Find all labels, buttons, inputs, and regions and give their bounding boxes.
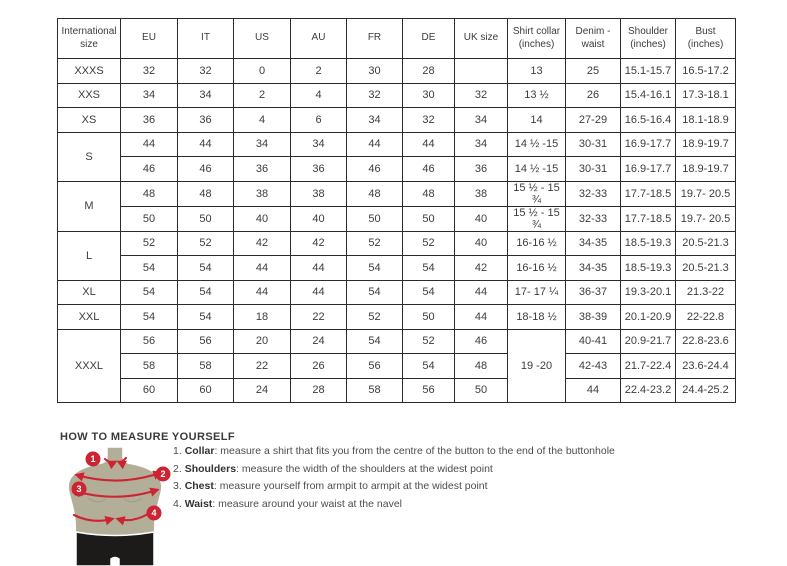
column-header: Shoulder (inches) bbox=[621, 19, 676, 59]
table-cell: 36 bbox=[178, 108, 234, 133]
table-cell: 44 bbox=[403, 132, 455, 157]
table-cell: 24.4-25.2 bbox=[676, 378, 736, 403]
table-row bbox=[58, 378, 736, 403]
table-cell: 15.4-16.1 bbox=[621, 83, 676, 108]
marker-2-number: 2 bbox=[160, 469, 166, 480]
table-cell: 56 bbox=[121, 329, 178, 354]
table-cell: 22 bbox=[234, 354, 291, 379]
table-cell: 58 bbox=[121, 354, 178, 379]
table-cell: 26 bbox=[291, 354, 347, 379]
table-row bbox=[58, 157, 736, 182]
table-row bbox=[58, 181, 736, 206]
table-cell: 32 bbox=[178, 59, 234, 84]
table-cell: 40-41 bbox=[566, 329, 621, 354]
table-row bbox=[58, 231, 736, 256]
table-cell: 20.5-21.3 bbox=[676, 231, 736, 256]
table-cell: 52 bbox=[403, 231, 455, 256]
table-row bbox=[58, 329, 736, 354]
column-header: DE bbox=[403, 19, 455, 59]
table-cell: 50 bbox=[455, 378, 508, 403]
size-chart-header-row bbox=[58, 19, 736, 59]
measurement-figure bbox=[60, 446, 180, 566]
table-cell: 24 bbox=[234, 378, 291, 403]
table-cell: 34 bbox=[347, 108, 403, 133]
table-cell: 52 bbox=[121, 231, 178, 256]
table-row bbox=[58, 280, 736, 305]
table-cell: 48 bbox=[121, 181, 178, 206]
table-cell: 34 bbox=[234, 132, 291, 157]
table-cell: 44 bbox=[455, 280, 508, 305]
how-to-measure-title: HOW TO MEASURE YOURSELF bbox=[60, 431, 236, 443]
table-cell: 16-16 ½ bbox=[508, 256, 566, 281]
table-cell: 56 bbox=[403, 378, 455, 403]
table-cell: 54 bbox=[178, 305, 234, 330]
instruction-number: 3. bbox=[173, 480, 185, 493]
table-cell: 58 bbox=[347, 378, 403, 403]
table-cell: 46 bbox=[121, 157, 178, 182]
table-cell: 14 bbox=[508, 108, 566, 133]
table-cell: 54 bbox=[347, 329, 403, 354]
table-cell: 58 bbox=[178, 354, 234, 379]
table-cell: 50 bbox=[403, 206, 455, 231]
table-cell: 34 bbox=[455, 132, 508, 157]
table-cell: 15.1-15.7 bbox=[621, 59, 676, 84]
table-cell: 19.7- 20.5 bbox=[676, 181, 736, 206]
table-cell: 2 bbox=[234, 83, 291, 108]
table-cell: 52 bbox=[347, 305, 403, 330]
instruction-text: : measure yourself from armpit to armpit at the widest point bbox=[213, 480, 488, 493]
table-cell: L bbox=[58, 231, 121, 280]
table-row bbox=[58, 83, 736, 108]
table-cell: 44 bbox=[566, 378, 621, 403]
table-cell: XL bbox=[58, 280, 121, 305]
table-cell: 18-18 ½ bbox=[508, 305, 566, 330]
table-cell: 32 bbox=[347, 83, 403, 108]
table-cell: 16.5-16.4 bbox=[621, 108, 676, 133]
table-cell: 44 bbox=[291, 256, 347, 281]
table-cell: 42 bbox=[291, 231, 347, 256]
table-cell: 20 bbox=[234, 329, 291, 354]
table-cell: 30-31 bbox=[566, 132, 621, 157]
table-row bbox=[58, 132, 736, 157]
table-cell: 19 -20 bbox=[508, 329, 566, 403]
instruction-number: 2. bbox=[173, 462, 185, 475]
column-header: UK size bbox=[455, 19, 508, 59]
table-cell: 32 bbox=[403, 108, 455, 133]
instruction-label: Chest bbox=[184, 480, 214, 493]
table-cell: 44 bbox=[291, 280, 347, 305]
table-cell: 34-35 bbox=[566, 256, 621, 281]
table-cell: 52 bbox=[178, 231, 234, 256]
table-cell: 54 bbox=[347, 256, 403, 281]
instruction-text: : measure the width of the shoulders at the widest point bbox=[236, 462, 493, 475]
table-cell: 54 bbox=[347, 280, 403, 305]
table-cell: 2 bbox=[291, 59, 347, 84]
table-cell: 60 bbox=[178, 378, 234, 403]
table-row bbox=[58, 59, 736, 84]
table-cell: 30-31 bbox=[566, 157, 621, 182]
table-cell: 4 bbox=[291, 83, 347, 108]
table-cell: 54 bbox=[403, 354, 455, 379]
table-cell: 16-16 ½ bbox=[508, 231, 566, 256]
table-cell: 46 bbox=[455, 329, 508, 354]
table-cell: 15 ½ - 15 ¾ bbox=[508, 181, 566, 206]
table-cell: 36 bbox=[234, 157, 291, 182]
table-cell: 15 ½ - 15 ¾ bbox=[508, 206, 566, 231]
table-cell: 32-33 bbox=[566, 206, 621, 231]
table-cell: 52 bbox=[403, 329, 455, 354]
table-cell: 56 bbox=[178, 329, 234, 354]
table-cell: 36 bbox=[455, 157, 508, 182]
table-cell: 60 bbox=[121, 378, 178, 403]
table-cell: 17.7-18.5 bbox=[621, 206, 676, 231]
table-cell: 50 bbox=[121, 206, 178, 231]
instruction-number: 4. bbox=[173, 497, 185, 510]
instruction-label: Shoulders bbox=[184, 462, 237, 475]
column-header: EU bbox=[121, 19, 178, 59]
table-cell: 34 bbox=[455, 108, 508, 133]
column-header: International size bbox=[58, 19, 121, 59]
table-cell: 54 bbox=[121, 305, 178, 330]
mannequin-shorts bbox=[76, 532, 154, 566]
table-cell: 40 bbox=[291, 206, 347, 231]
table-cell: 32 bbox=[121, 59, 178, 84]
table-cell: 44 bbox=[121, 132, 178, 157]
table-cell: 24 bbox=[291, 329, 347, 354]
table-cell: 56 bbox=[347, 354, 403, 379]
table-row bbox=[58, 305, 736, 330]
table-cell: 52 bbox=[347, 231, 403, 256]
table-cell: 18.9-19.7 bbox=[676, 132, 736, 157]
table-cell: 44 bbox=[234, 256, 291, 281]
table-cell: 27-29 bbox=[566, 108, 621, 133]
table-cell: 30 bbox=[403, 83, 455, 108]
table-cell: 6 bbox=[291, 108, 347, 133]
table-cell: 19.3-20.1 bbox=[621, 280, 676, 305]
table-cell: 16.9-17.7 bbox=[621, 132, 676, 157]
marker-1-number: 1 bbox=[90, 454, 96, 465]
table-cell: 44 bbox=[178, 132, 234, 157]
marker-3-number: 3 bbox=[76, 484, 82, 495]
table-cell: 22.4-23.2 bbox=[621, 378, 676, 403]
table-cell: 34-35 bbox=[566, 231, 621, 256]
size-chart-table bbox=[57, 18, 736, 403]
table-cell: 25 bbox=[566, 59, 621, 84]
table-cell: 34 bbox=[291, 132, 347, 157]
table-cell: 22-22.8 bbox=[676, 305, 736, 330]
table-cell: 14 ½ -15 bbox=[508, 132, 566, 157]
size-chart-body bbox=[58, 59, 736, 403]
table-cell: XXL bbox=[58, 305, 121, 330]
table-cell: 22 bbox=[291, 305, 347, 330]
instruction-number: 1. bbox=[173, 445, 185, 457]
instruction-item bbox=[173, 464, 615, 475]
table-cell: 20.9-21.7 bbox=[621, 329, 676, 354]
column-header: IT bbox=[178, 19, 234, 59]
table-cell: M bbox=[58, 181, 121, 231]
table-cell: 44 bbox=[347, 132, 403, 157]
table-cell: 42 bbox=[234, 231, 291, 256]
table-cell: 17- 17 ¼ bbox=[508, 280, 566, 305]
table-cell: 34 bbox=[121, 83, 178, 108]
table-cell: 48 bbox=[178, 181, 234, 206]
table-cell: 46 bbox=[403, 157, 455, 182]
measure-instructions bbox=[173, 446, 615, 516]
table-cell: 18 bbox=[234, 305, 291, 330]
table-cell: 36 bbox=[291, 157, 347, 182]
table-cell: 20.1-20.9 bbox=[621, 305, 676, 330]
table-cell: 36 bbox=[121, 108, 178, 133]
table-cell: 38 bbox=[234, 181, 291, 206]
table-cell: 50 bbox=[178, 206, 234, 231]
table-cell: 42 bbox=[455, 256, 508, 281]
table-cell: 18.9-19.7 bbox=[676, 157, 736, 182]
table-row bbox=[58, 108, 736, 133]
table-cell: 16.9-17.7 bbox=[621, 157, 676, 182]
table-cell: 54 bbox=[178, 280, 234, 305]
column-header: AU bbox=[291, 19, 347, 59]
table-cell: 46 bbox=[178, 157, 234, 182]
table-row bbox=[58, 206, 736, 231]
instruction-item bbox=[173, 446, 615, 457]
column-header: Shirt collar (inches) bbox=[508, 19, 566, 59]
marker-4-number: 4 bbox=[151, 508, 157, 519]
table-cell: 0 bbox=[234, 59, 291, 84]
table-cell: XS bbox=[58, 108, 121, 133]
table-cell: 23.6-24.4 bbox=[676, 354, 736, 379]
table-cell: 16.5-17.2 bbox=[676, 59, 736, 84]
table-cell: 40 bbox=[455, 206, 508, 231]
column-header: Denim - waist bbox=[566, 19, 621, 59]
mannequin-illustration bbox=[60, 446, 180, 566]
table-cell: 28 bbox=[403, 59, 455, 84]
instruction-label: Collar bbox=[184, 445, 215, 457]
table-cell: 54 bbox=[403, 280, 455, 305]
table-cell: 28 bbox=[291, 378, 347, 403]
table-cell: S bbox=[58, 132, 121, 181]
instruction-text: : measure a shirt that fits you from the centre of the button to the end of the buttonhole bbox=[214, 445, 615, 457]
table-cell: 54 bbox=[121, 256, 178, 281]
table-cell: 42-43 bbox=[566, 354, 621, 379]
table-cell: XXXS bbox=[58, 59, 121, 84]
table-cell: 13 bbox=[508, 59, 566, 84]
table-cell: 21.3-22 bbox=[676, 280, 736, 305]
table-row bbox=[58, 354, 736, 379]
table-cell: 46 bbox=[347, 157, 403, 182]
table-cell: 48 bbox=[455, 354, 508, 379]
instruction-item bbox=[173, 481, 615, 492]
table-cell: 17.3-18.1 bbox=[676, 83, 736, 108]
table-cell: 50 bbox=[347, 206, 403, 231]
table-cell: 44 bbox=[234, 280, 291, 305]
table-cell: 19.7- 20.5 bbox=[676, 206, 736, 231]
instruction-item bbox=[173, 499, 615, 510]
table-cell: 54 bbox=[403, 256, 455, 281]
table-cell: 13 ½ bbox=[508, 83, 566, 108]
table-cell: 32 bbox=[455, 83, 508, 108]
table-cell: 54 bbox=[178, 256, 234, 281]
table-cell: 22.8-23.6 bbox=[676, 329, 736, 354]
table-cell: 36-37 bbox=[566, 280, 621, 305]
column-header: US bbox=[234, 19, 291, 59]
column-header: FR bbox=[347, 19, 403, 59]
table-row bbox=[58, 256, 736, 281]
table-cell bbox=[455, 59, 508, 84]
table-cell: 48 bbox=[347, 181, 403, 206]
table-cell: XXS bbox=[58, 83, 121, 108]
table-cell: 40 bbox=[455, 231, 508, 256]
table-cell: 30 bbox=[347, 59, 403, 84]
table-cell: 14 ½ -15 bbox=[508, 157, 566, 182]
table-cell: 48 bbox=[403, 181, 455, 206]
table-cell: 38 bbox=[291, 181, 347, 206]
table-cell: 40 bbox=[234, 206, 291, 231]
table-cell: 44 bbox=[455, 305, 508, 330]
table-cell: 34 bbox=[178, 83, 234, 108]
table-cell: 38 bbox=[455, 181, 508, 206]
table-cell: 38-39 bbox=[566, 305, 621, 330]
table-cell: 17.7-18.5 bbox=[621, 181, 676, 206]
table-cell: 26 bbox=[566, 83, 621, 108]
table-cell: 18.5-19.3 bbox=[621, 256, 676, 281]
instruction-label: Waist bbox=[184, 497, 213, 510]
table-cell: 20.5-21.3 bbox=[676, 256, 736, 281]
table-cell: 18.5-19.3 bbox=[621, 231, 676, 256]
instruction-text: : measure around your waist at the navel bbox=[212, 497, 402, 510]
table-cell: 4 bbox=[234, 108, 291, 133]
table-cell: 50 bbox=[403, 305, 455, 330]
table-cell: 54 bbox=[121, 280, 178, 305]
table-cell: 21.7-22.4 bbox=[621, 354, 676, 379]
column-header: Bust (inches) bbox=[676, 19, 736, 59]
table-cell: 32-33 bbox=[566, 181, 621, 206]
table-cell: 18.1-18.9 bbox=[676, 108, 736, 133]
table-cell: XXXL bbox=[58, 329, 121, 403]
